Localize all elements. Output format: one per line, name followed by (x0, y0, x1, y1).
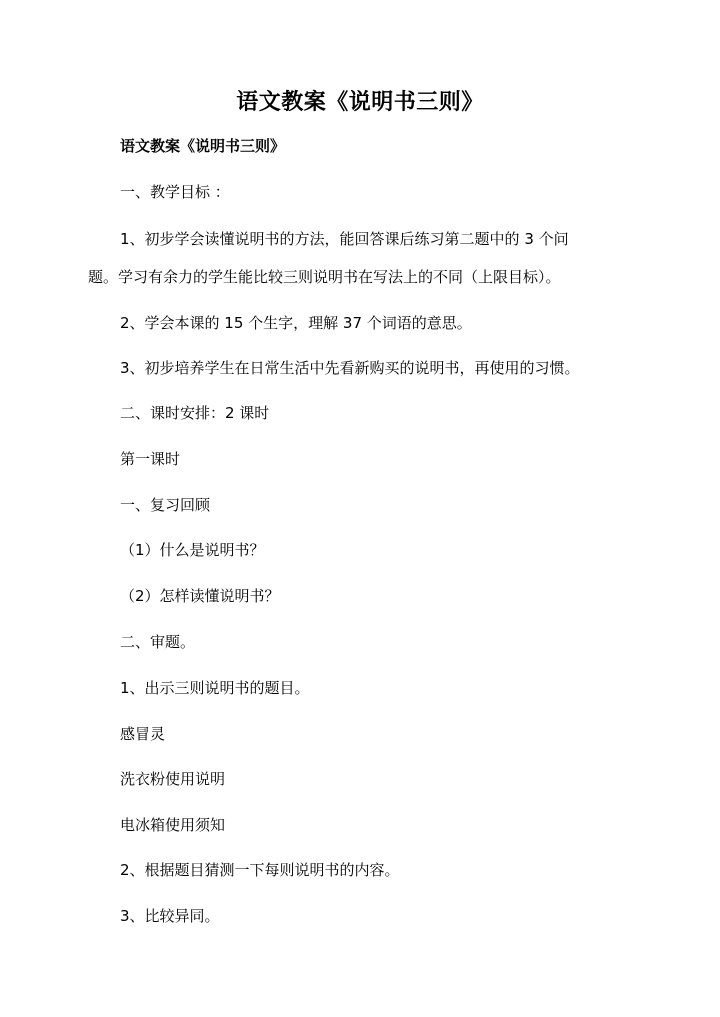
paragraph-objective-2: 2、学会本课的 15 个生字，理解 37 个词语的意思。 (120, 314, 472, 332)
manual-title-detergent: 洗衣粉使用说明 (120, 770, 226, 788)
section-heading-title-review: 二、审题。 (120, 633, 196, 651)
lesson-heading-first: 第一课时 (120, 450, 181, 468)
review-question-2: （2）怎样读懂说明书？ (120, 587, 280, 605)
step-2: 2、根据题目猜测一下每则说明书的内容。 (120, 861, 400, 879)
review-question-1: （1）什么是说明书？ (120, 541, 265, 559)
step-3: 3、比较异同。 (120, 907, 220, 925)
manual-title-cold-medicine: 感冒灵 (120, 725, 166, 743)
section-heading-objectives: 一、教学目标 ： (120, 183, 230, 201)
document-title: 语文教案《说明书三则》 (236, 90, 484, 115)
paragraph-objective-3: 3、初步培养学生在日常生活中先看新购买的说明书，再使用的习惯。 (120, 359, 580, 377)
step-1: 1、出示三则说明书的题目。 (120, 679, 310, 697)
section-heading-schedule: 二、课时安排：2 课时 (120, 404, 270, 422)
manual-title-refrigerator: 电冰箱使用须知 (120, 816, 226, 834)
subtitle: 语文教案《说明书三则》 (120, 137, 286, 155)
section-heading-review: 一、复习回顾 (120, 496, 211, 514)
paragraph-objective-1: 1、初步学会读懂说明书的方法，能回答课后练习第二题中的 3 个问 (120, 230, 569, 248)
paragraph-objective-1-continued: 题。学习有余力的学生能比较三则说明书在写法上的不同（上限目标）。 (88, 268, 561, 286)
